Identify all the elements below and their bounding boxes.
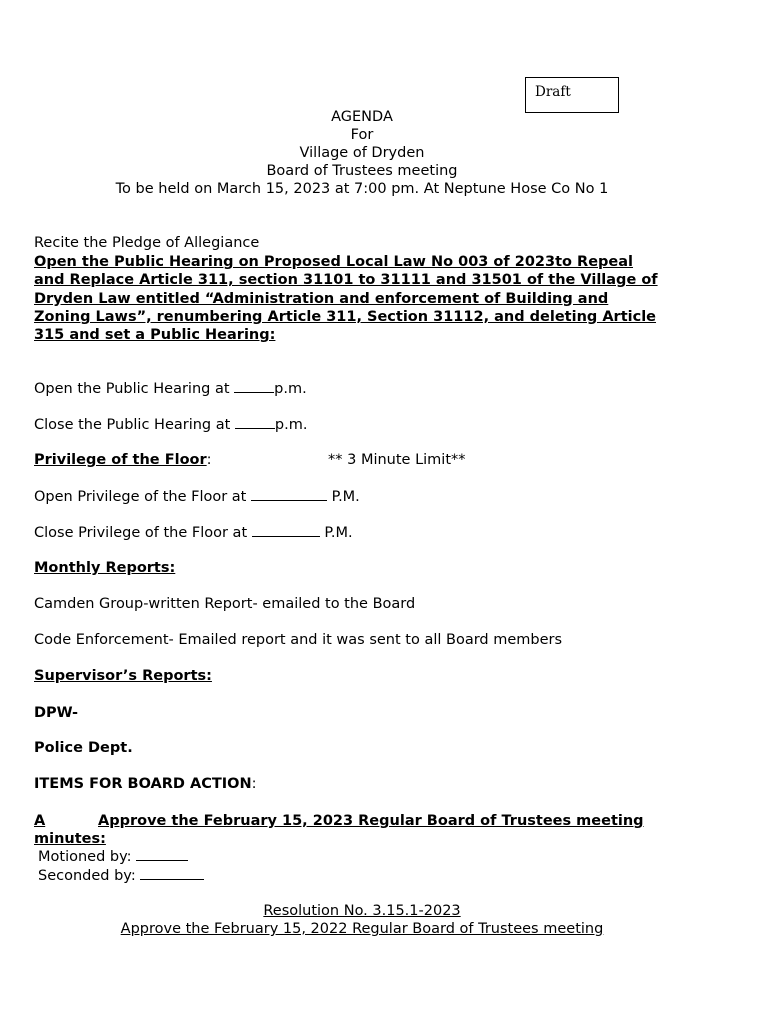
item-a-title: Approve the February 15, 2023 Regular Board of Trustees meeting bbox=[98, 813, 644, 829]
hearing-heading-line: and Replace Article 311, section 31101 to 31111 and 31501 of the Village of bbox=[34, 272, 658, 289]
privilege-heading: Privilege of the Floor: bbox=[34, 452, 212, 468]
resolution-number: Resolution No. 3.15.1-2023 bbox=[263, 903, 461, 919]
open-privilege-line: Open Privilege of the Floor at P.M. bbox=[34, 489, 360, 505]
board-action-heading: ITEMS FOR BOARD ACTION: bbox=[34, 776, 257, 792]
header-village: Village of Dryden bbox=[299, 145, 425, 161]
close-hearing-time-blank bbox=[235, 415, 275, 429]
header-meeting-date: To be held on March 15, 2023 at 7:00 pm. At Neptune Hose Co No 1 bbox=[115, 181, 609, 197]
motioned-by-blank bbox=[136, 847, 188, 861]
draft-label: Draft bbox=[535, 84, 571, 100]
header-board-meeting: Board of Trustees meeting bbox=[266, 163, 458, 179]
supervisor-reports-heading: Supervisor’s Reports: bbox=[34, 668, 212, 684]
privilege-title: Privilege of the Floor bbox=[34, 452, 207, 468]
report-item: Code Enforcement- Emailed report and it was sent to all Board members bbox=[34, 632, 563, 648]
dpw-heading: DPW- bbox=[34, 705, 79, 721]
open-hearing-line: Open the Public Hearing at p.m. bbox=[34, 381, 307, 397]
resolution-title: Approve the February 15, 2022 Regular Board of Trustees meeting bbox=[120, 921, 604, 937]
open-privilege-time-blank bbox=[251, 487, 327, 501]
close-privilege-line: Close Privilege of the Floor at P.M. bbox=[34, 525, 353, 541]
pledge-text: Recite the Pledge of Allegiance bbox=[34, 235, 260, 251]
privilege-limit: ** 3 Minute Limit** bbox=[328, 452, 466, 468]
seconded-by-line: Seconded by: bbox=[38, 866, 204, 885]
public-hearing-heading bbox=[34, 253, 714, 344]
police-heading: Police Dept. bbox=[34, 740, 133, 756]
open-hearing-time-blank bbox=[234, 379, 274, 393]
motioned-by-line: Motioned by: bbox=[38, 847, 188, 866]
hearing-heading-line: 315 and set a Public Hearing: bbox=[34, 327, 276, 344]
report-item: Camden Group-written Report- emailed to the Board bbox=[34, 596, 416, 612]
item-a-title-cont: minutes: bbox=[34, 831, 106, 847]
hearing-heading-line: Dryden Law entitled “Administration and enforcement of Building and bbox=[34, 290, 609, 307]
seconded-by-blank bbox=[140, 866, 204, 880]
close-hearing-line: Close the Public Hearing at p.m. bbox=[34, 417, 308, 433]
item-a-letter: A bbox=[34, 813, 46, 829]
hearing-heading-line: Zoning Laws”, renumbering Article 311, Section 31112, and deleting Article bbox=[34, 308, 657, 325]
hearing-heading-line: Open the Public Hearing on Proposed Local Law No 003 of 2023to Repeal bbox=[34, 254, 634, 270]
close-privilege-time-blank bbox=[252, 523, 320, 537]
header-agenda: AGENDA bbox=[331, 109, 393, 125]
header-for: For bbox=[350, 127, 374, 143]
monthly-reports-heading: Monthly Reports: bbox=[34, 560, 176, 576]
